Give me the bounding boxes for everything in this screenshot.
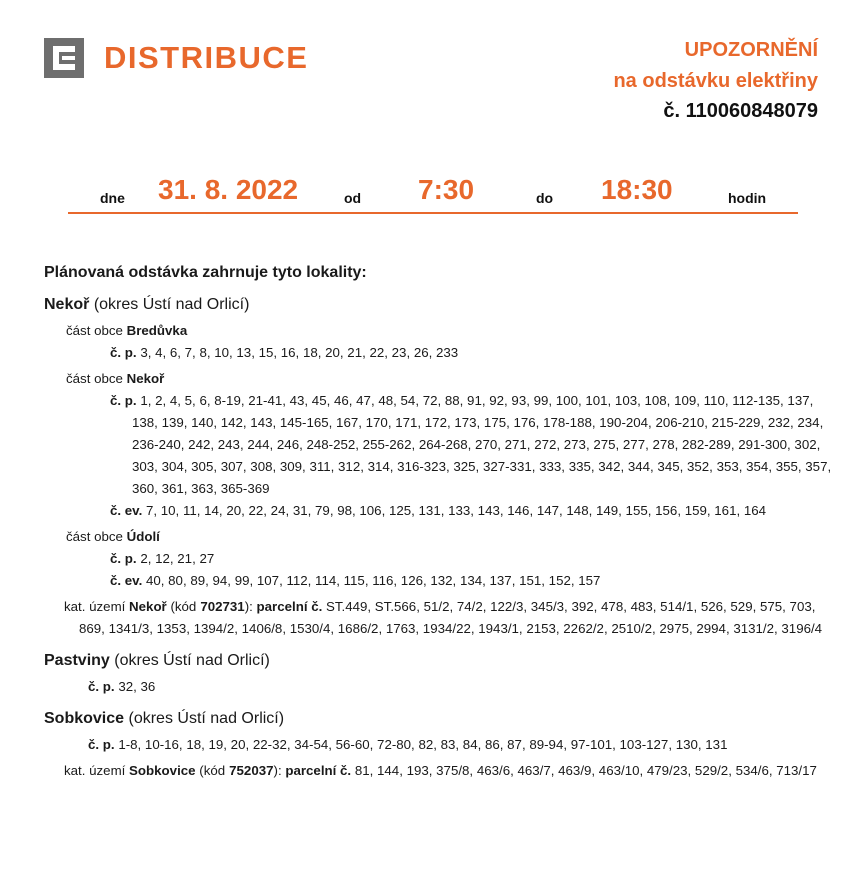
notice-number: č. 110060848079 (663, 100, 818, 122)
from-label: od (344, 190, 362, 206)
registration-numbers (88, 570, 834, 592)
brand-logo (44, 38, 308, 78)
kat-code: 752037 (229, 763, 274, 778)
kat-label: kat. území (64, 763, 126, 778)
cp-label: č. p. (88, 737, 115, 752)
ev-label: č. ev. (110, 503, 143, 518)
parcel-label: parcelní č. (256, 599, 323, 614)
part-name: Nekoř (126, 371, 165, 386)
part-bredovka (44, 320, 834, 342)
cp-label: č. p. (110, 551, 137, 566)
parcel-label: parcelní č. (285, 763, 352, 778)
cp-label: č. p. (88, 679, 115, 694)
parcel-values: 81, 144, 193, 375/8, 463/6, 463/7, 463/9, 463/10, 479/23, 529/2, 534/6, 713/17 (354, 763, 817, 778)
cp-values: 1, 2, 4, 5, 6, 8-19, 21-41, 43, 45, 46, 47, 48, 54, 72, 88, 91, 92, 93, 99, 100, 101, 103, 108, 109, 110, 112-135, 137, 138, 139, 140, 142, 143, 145-165, 167, 170, 171, 172, 173, 175, 176, 178-188, 190-204, 206-210, 215-229, 232, 234, 236-240, 242, 243, 244, 246, 248-252, 255-262, 264-268, 270, 271, 272, 273, 275, 277, 278, 282-289, 291-300, 302, 303, 304, 305, 307, 308, 309, 311, 312, 314, 316-323, 325, 327-331, 333, 335, 342, 344, 345, 352, 353, 354, 355, 357, 360, 361, 363, 365-369 (132, 393, 832, 496)
cadastral-sobkovice (44, 760, 834, 782)
cp-values: 2, 12, 21, 27 (140, 551, 215, 566)
house-numbers (66, 676, 834, 698)
cp-values: 32, 36 (118, 679, 156, 694)
part-name: Údolí (126, 529, 160, 544)
part-label: část obce (66, 371, 123, 386)
cp-values: 3, 4, 6, 7, 8, 10, 13, 15, 16, 18, 20, 21, 22, 23, 26, 233 (140, 345, 459, 360)
kat-code: 702731 (200, 599, 245, 614)
location-district: (okres Ústí nad Orlicí) (128, 710, 285, 727)
ev-values: 40, 80, 89, 94, 99, 107, 112, 114, 115, 116, 126, 132, 134, 137, 151, 152, 157 (145, 573, 601, 588)
location-pastviny (44, 650, 834, 672)
part-label: část obce (66, 323, 123, 338)
house-numbers (88, 390, 834, 500)
kod-close: ): (244, 599, 253, 614)
part-label: část obce (66, 529, 123, 544)
location-district: (okres Ústí nad Orlicí) (93, 296, 250, 313)
notice-title: UPOZORNĚNÍ (684, 39, 818, 61)
ev-label: č. ev. (110, 573, 143, 588)
location-name: Nekoř (44, 296, 90, 313)
cp-label: č. p. (110, 345, 137, 360)
logo-mark-icon (44, 38, 84, 78)
parcel-values: ST.449, ST.566, 51/2, 74/2, 122/3, 345/3, 392, 478, 483, 514/1, 526, 529, 575, 703, 869, 1341/3, 1353, 1394/2, 1406/8, 1530/4, 1686/2, 1763, 1934/22, 1943/1, 2153, 2262/2, 2510/2, 2975, 2994, 3131/2, 3196/4 (79, 599, 823, 636)
to-label: do (536, 190, 554, 206)
kat-name: Sobkovice (129, 763, 196, 778)
notice-header (613, 34, 818, 126)
cadastral-nekor (44, 596, 834, 640)
end-time: 18:30 (601, 174, 673, 205)
kat-name: Nekoř (129, 599, 167, 614)
start-time: 7:30 (418, 174, 475, 205)
kod-label: (kód (199, 763, 226, 778)
cp-label: č. p. (110, 393, 137, 408)
part-udoli (44, 526, 834, 548)
kod-label: (kód (170, 599, 197, 614)
date-label: dne (100, 190, 125, 206)
location-sobkovice (44, 708, 834, 730)
house-numbers (88, 342, 834, 364)
kat-label: kat. území (64, 599, 126, 614)
registration-numbers (88, 500, 834, 522)
ev-values: 7, 10, 11, 14, 20, 22, 24, 31, 79, 98, 106, 125, 131, 133, 143, 146, 147, 148, 149, 155, 156, 159, 161, 164 (145, 503, 767, 518)
location-name: Sobkovice (44, 710, 125, 727)
hours-label: hodin (728, 190, 767, 206)
brand-name: DISTRIBUCE (104, 40, 309, 75)
notice-subtitle: na odstávku elektřiny (613, 70, 818, 92)
outage-schedule (68, 170, 798, 214)
location-district: (okres Ústí nad Orlicí) (114, 652, 270, 669)
house-numbers (66, 734, 834, 756)
part-nekor (44, 368, 834, 390)
location-nekor (44, 294, 834, 316)
house-numbers (88, 548, 834, 570)
location-name: Pastviny (44, 652, 110, 669)
kod-close: ): (273, 763, 282, 778)
locations-list (44, 262, 834, 782)
part-name: Bredůvka (126, 323, 188, 338)
cp-values: 1-8, 10-16, 18, 19, 20, 22-32, 34-54, 56-60, 72-80, 82, 83, 84, 86, 87, 89-94, 97-101, 103-127, 130, 131 (118, 737, 728, 752)
outage-date: 31. 8. 2022 (158, 174, 299, 205)
locations-heading: Plánovaná odstávka zahrnuje tyto lokality: (44, 264, 367, 281)
